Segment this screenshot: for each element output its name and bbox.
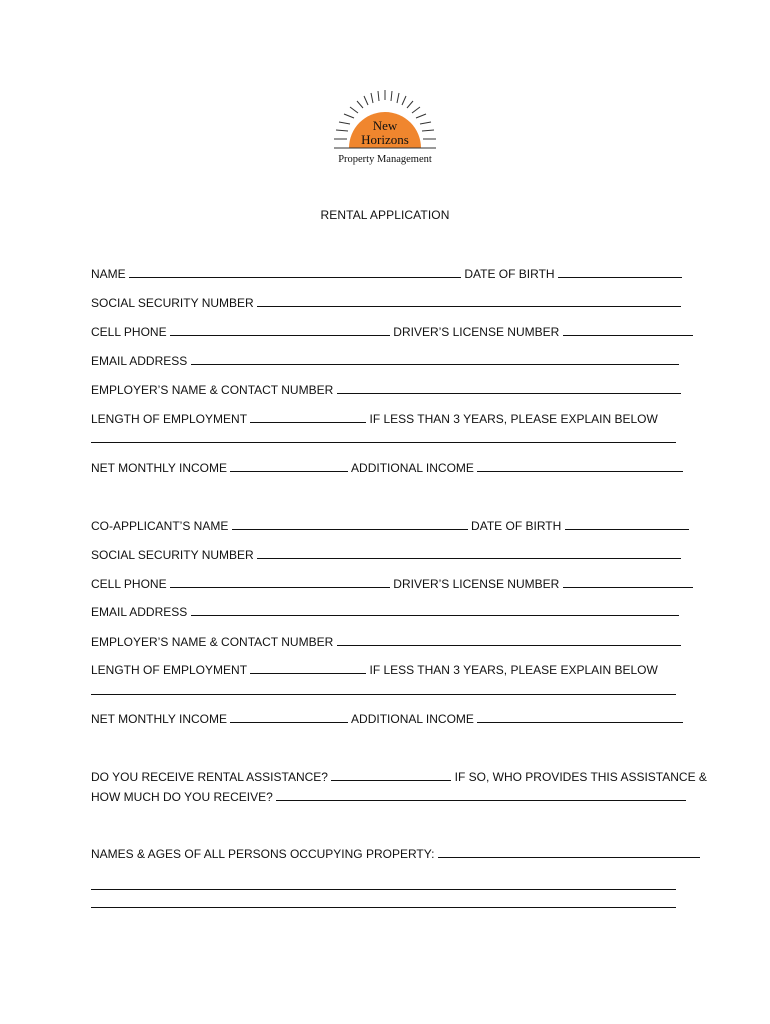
assistance-field[interactable] [331,769,451,781]
assistance-amount-label: HOW MUCH DO YOU RECEIVE? [91,790,273,804]
net-income-label: NET MONTHLY INCOME [91,461,228,475]
applicant-ssn-row [91,295,681,310]
applicant-employer-row [91,382,681,397]
occupants-field[interactable] [438,846,700,858]
occupants-row [91,846,681,861]
applicant-email-row [91,353,681,368]
coapplicant-cell-field[interactable] [170,576,390,588]
occupants-label: NAMES & AGES OF ALL PERSONS OCCUPYING PROPERTY: [91,847,435,861]
form-title: RENTAL APPLICATION [320,208,450,222]
coapplicant-dob-field[interactable] [565,518,689,530]
additional-income-field[interactable] [477,460,683,472]
license-label: DRIVER’S LICENSE NUMBER [393,325,560,339]
ssn-label: SOCIAL SECURITY NUMBER [91,296,254,310]
coapplicant-net-income-field[interactable] [230,711,348,723]
dob-field[interactable] [558,266,682,278]
assistance-question-label: DO YOU RECEIVE RENTAL ASSISTANCE? [91,770,328,784]
length-label: LENGTH OF EMPLOYMENT [91,412,247,426]
coapplicant-license-field[interactable] [563,576,693,588]
net-income-field[interactable] [230,460,348,472]
logo-line1: New [372,118,398,133]
coapplicant-employer-label: EMPLOYER’S NAME & CONTACT NUMBER [91,635,334,649]
applicant-cell-row [91,324,681,339]
new-horizons-logo [330,86,440,168]
coapplicant-additional-income-label: ADDITIONAL INCOME [351,712,474,726]
coapplicant-name-label: CO-APPLICANT’S NAME [91,519,229,533]
coapplicant-dob-label: DATE OF BIRTH [471,519,562,533]
coapplicant-length-field[interactable] [250,662,366,674]
coapplicant-ssn-label: SOCIAL SECURITY NUMBER [91,548,254,562]
coapplicant-cell-row [91,576,681,591]
cell-phone-label: CELL PHONE [91,325,167,339]
length-field[interactable] [250,411,366,423]
additional-income-label: ADDITIONAL INCOME [351,461,474,475]
assistance-row [91,769,707,784]
ssn-field[interactable] [257,295,681,307]
coapplicant-name-row [91,518,681,533]
coapplicant-license-label: DRIVER’S LICENSE NUMBER [393,577,560,591]
coapplicant-employer-field[interactable] [337,634,681,646]
employer-label: EMPLOYER’S NAME & CONTACT NUMBER [91,383,334,397]
coapplicant-additional-income-field[interactable] [477,711,683,723]
coapplicant-net-income-label: NET MONTHLY INCOME [91,712,228,726]
assistance-amount-field[interactable] [276,789,686,801]
coapplicant-ssn-field[interactable] [257,547,681,559]
cell-phone-field[interactable] [170,324,390,336]
email-label: EMAIL ADDRESS [91,354,188,368]
coapplicant-employer-row [91,634,681,649]
email-field[interactable] [191,353,679,365]
occupants-line-3[interactable] [91,907,676,908]
occupants-line-2[interactable] [91,889,676,890]
employer-field[interactable] [337,382,681,394]
applicant-name-row [91,266,681,281]
license-field[interactable] [563,324,693,336]
assistance-provider-label: IF SO, WHO PROVIDES THIS ASSISTANCE & [454,770,707,784]
coapplicant-length-row [91,662,681,677]
name-field[interactable] [129,266,461,278]
coapplicant-cell-label: CELL PHONE [91,577,167,591]
coapplicant-explain-field[interactable] [91,694,676,695]
coapplicant-income-row [91,711,681,726]
coapplicant-explain-label: IF LESS THAN 3 YEARS, PLEASE EXPLAIN BELOW [369,663,658,677]
name-label: NAME [91,267,126,281]
assistance-amount-row [91,789,681,804]
coapplicant-email-row [91,604,681,619]
applicant-income-row [91,460,681,475]
applicant-length-row [91,411,681,426]
logo-tagline: Property Management [338,154,432,165]
explain-field[interactable] [91,442,676,443]
coapplicant-ssn-row [91,547,681,562]
explain-label: IF LESS THAN 3 YEARS, PLEASE EXPLAIN BELOW [369,412,658,426]
coapplicant-email-label: EMAIL ADDRESS [91,605,188,619]
logo-line2: Horizons [361,132,409,147]
dob-label: DATE OF BIRTH [464,267,555,281]
coapplicant-name-field[interactable] [232,518,468,530]
coapplicant-email-field[interactable] [191,604,679,616]
coapplicant-length-label: LENGTH OF EMPLOYMENT [91,663,247,677]
